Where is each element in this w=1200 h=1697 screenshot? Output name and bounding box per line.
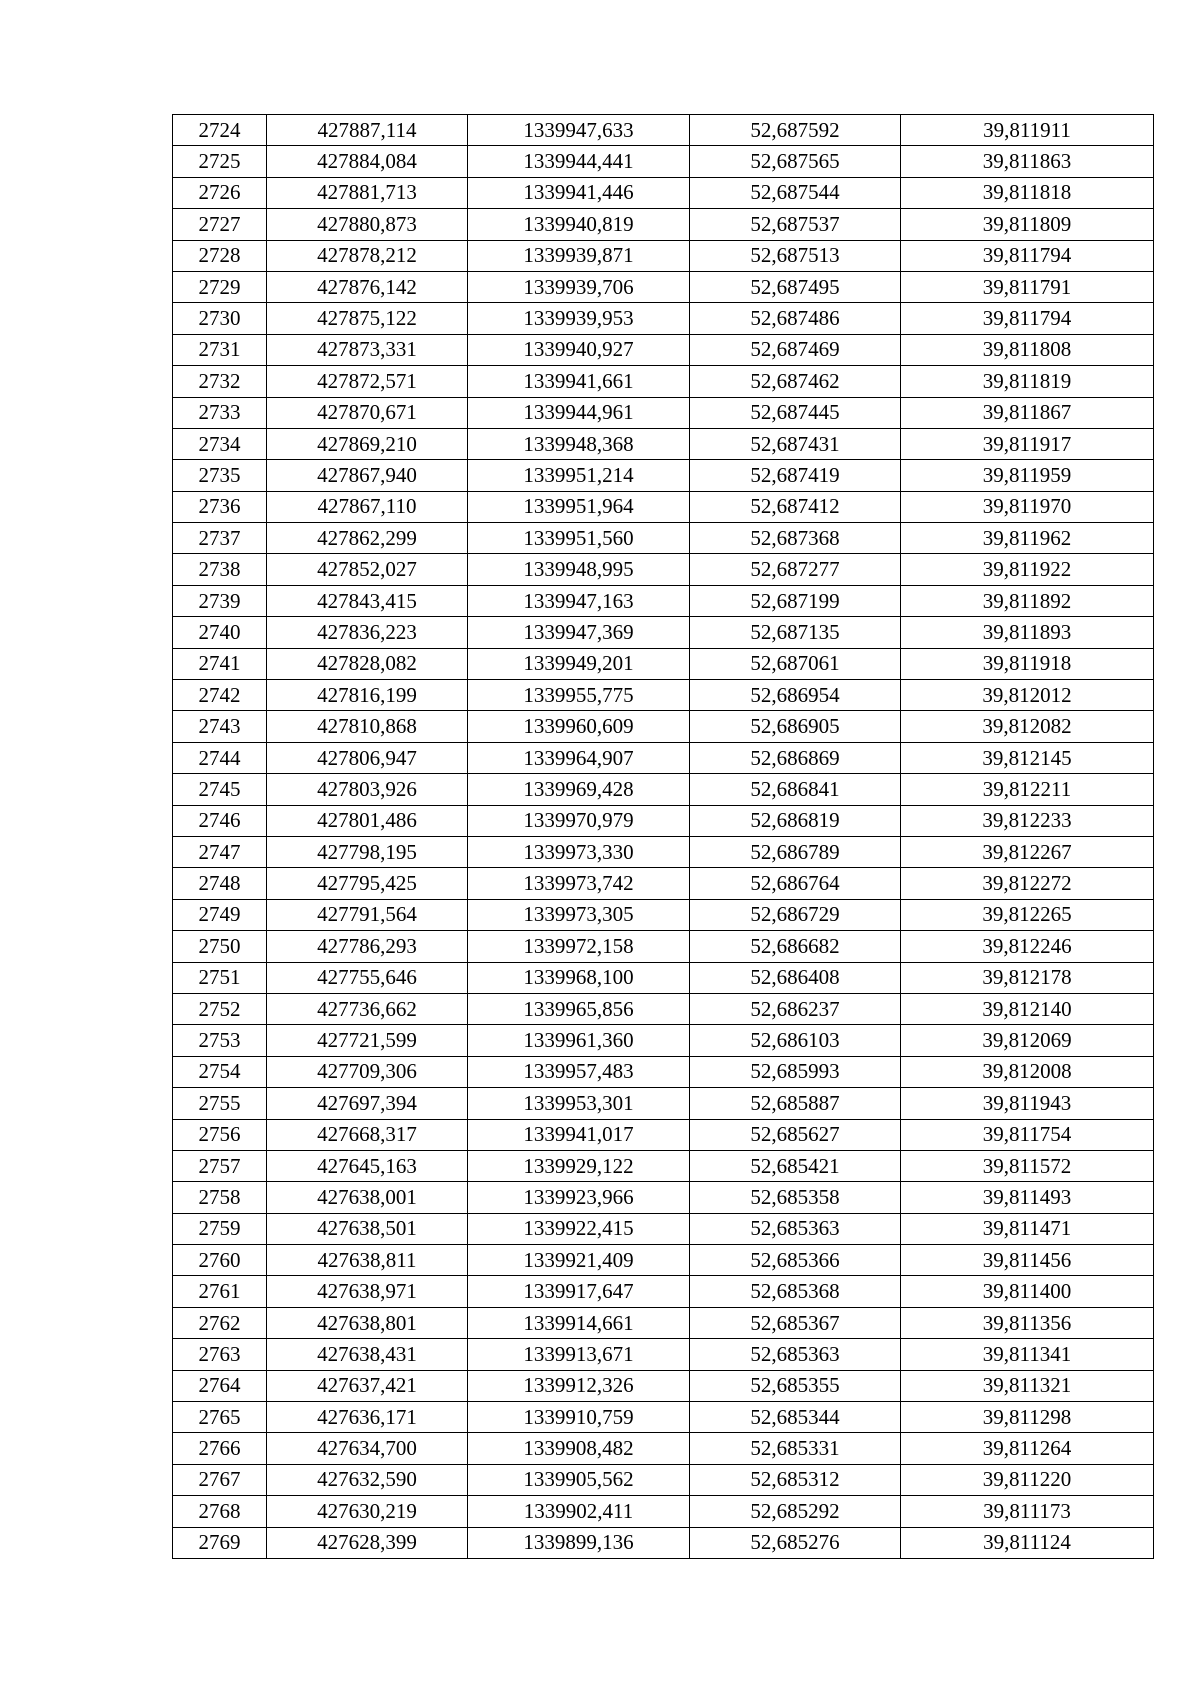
longitude-cell: 39,811321 <box>901 1370 1154 1401</box>
longitude-cell: 39,811892 <box>901 585 1154 616</box>
y-coordinate-cell: 1339964,907 <box>468 742 690 773</box>
x-coordinate-cell: 427881,713 <box>267 177 468 208</box>
longitude-cell: 39,811794 <box>901 303 1154 334</box>
x-coordinate-cell: 427806,947 <box>267 742 468 773</box>
longitude-cell: 39,811917 <box>901 428 1154 459</box>
coordinates-table-body <box>173 115 1154 1559</box>
longitude-cell: 39,811791 <box>901 271 1154 302</box>
table-row <box>173 617 1154 648</box>
table-row <box>173 177 1154 208</box>
point-number-cell: 2724 <box>173 115 267 146</box>
y-coordinate-cell: 1339902,411 <box>468 1496 690 1527</box>
longitude-cell: 39,812246 <box>901 931 1154 962</box>
x-coordinate-cell: 427843,415 <box>267 585 468 616</box>
y-coordinate-cell: 1339948,995 <box>468 554 690 585</box>
x-coordinate-cell: 427645,163 <box>267 1150 468 1181</box>
point-number-cell: 2731 <box>173 334 267 365</box>
latitude-cell: 52,686103 <box>690 1025 901 1056</box>
y-coordinate-cell: 1339941,661 <box>468 366 690 397</box>
point-number-cell: 2727 <box>173 209 267 240</box>
table-row <box>173 931 1154 962</box>
longitude-cell: 39,811356 <box>901 1307 1154 1338</box>
x-coordinate-cell: 427709,306 <box>267 1056 468 1087</box>
point-number-cell: 2759 <box>173 1213 267 1244</box>
table-row <box>173 1150 1154 1181</box>
table-row <box>173 1213 1154 1244</box>
point-number-cell: 2736 <box>173 491 267 522</box>
longitude-cell: 39,812008 <box>901 1056 1154 1087</box>
y-coordinate-cell: 1339947,633 <box>468 115 690 146</box>
longitude-cell: 39,811959 <box>901 460 1154 491</box>
table-row <box>173 460 1154 491</box>
table-row <box>173 1433 1154 1464</box>
latitude-cell: 52,687486 <box>690 303 901 334</box>
latitude-cell: 52,686819 <box>690 805 901 836</box>
point-number-cell: 2744 <box>173 742 267 773</box>
latitude-cell: 52,686408 <box>690 962 901 993</box>
table-row <box>173 146 1154 177</box>
latitude-cell: 52,687462 <box>690 366 901 397</box>
point-number-cell: 2762 <box>173 1307 267 1338</box>
longitude-cell: 39,811863 <box>901 146 1154 177</box>
y-coordinate-cell: 1339923,966 <box>468 1182 690 1213</box>
point-number-cell: 2751 <box>173 962 267 993</box>
y-coordinate-cell: 1339961,360 <box>468 1025 690 1056</box>
table-row <box>173 397 1154 428</box>
table-row <box>173 1339 1154 1370</box>
longitude-cell: 39,811818 <box>901 177 1154 208</box>
latitude-cell: 52,686682 <box>690 931 901 962</box>
longitude-cell: 39,811264 <box>901 1433 1154 1464</box>
latitude-cell: 52,685331 <box>690 1433 901 1464</box>
table-row <box>173 962 1154 993</box>
y-coordinate-cell: 1339939,953 <box>468 303 690 334</box>
x-coordinate-cell: 427637,421 <box>267 1370 468 1401</box>
point-number-cell: 2752 <box>173 993 267 1024</box>
point-number-cell: 2761 <box>173 1276 267 1307</box>
x-coordinate-cell: 427721,599 <box>267 1025 468 1056</box>
table-row <box>173 993 1154 1024</box>
y-coordinate-cell: 1339912,326 <box>468 1370 690 1401</box>
latitude-cell: 52,687537 <box>690 209 901 240</box>
point-number-cell: 2767 <box>173 1464 267 1495</box>
y-coordinate-cell: 1339910,759 <box>468 1402 690 1433</box>
y-coordinate-cell: 1339957,483 <box>468 1056 690 1087</box>
table-row <box>173 1464 1154 1495</box>
table-row <box>173 1370 1154 1401</box>
point-number-cell: 2768 <box>173 1496 267 1527</box>
y-coordinate-cell: 1339973,305 <box>468 899 690 930</box>
x-coordinate-cell: 427887,114 <box>267 115 468 146</box>
table-row <box>173 491 1154 522</box>
x-coordinate-cell: 427638,811 <box>267 1245 468 1276</box>
x-coordinate-cell: 427638,501 <box>267 1213 468 1244</box>
longitude-cell: 39,812178 <box>901 962 1154 993</box>
latitude-cell: 52,685367 <box>690 1307 901 1338</box>
x-coordinate-cell: 427828,082 <box>267 648 468 679</box>
table-row <box>173 428 1154 459</box>
latitude-cell: 52,685363 <box>690 1213 901 1244</box>
table-row <box>173 334 1154 365</box>
latitude-cell: 52,685312 <box>690 1464 901 1495</box>
x-coordinate-cell: 427638,971 <box>267 1276 468 1307</box>
point-number-cell: 2738 <box>173 554 267 585</box>
table-row <box>173 899 1154 930</box>
latitude-cell: 52,685292 <box>690 1496 901 1527</box>
longitude-cell: 39,811471 <box>901 1213 1154 1244</box>
point-number-cell: 2747 <box>173 836 267 867</box>
x-coordinate-cell: 427668,317 <box>267 1119 468 1150</box>
longitude-cell: 39,812145 <box>901 742 1154 773</box>
point-number-cell: 2746 <box>173 805 267 836</box>
point-number-cell: 2726 <box>173 177 267 208</box>
latitude-cell: 52,685627 <box>690 1119 901 1150</box>
x-coordinate-cell: 427880,873 <box>267 209 468 240</box>
table-row <box>173 1119 1154 1150</box>
y-coordinate-cell: 1339973,330 <box>468 836 690 867</box>
table-row <box>173 680 1154 711</box>
point-number-cell: 2742 <box>173 680 267 711</box>
point-number-cell: 2764 <box>173 1370 267 1401</box>
latitude-cell: 52,685366 <box>690 1245 901 1276</box>
longitude-cell: 39,811970 <box>901 491 1154 522</box>
latitude-cell: 52,687419 <box>690 460 901 491</box>
point-number-cell: 2743 <box>173 711 267 742</box>
table-row <box>173 1402 1154 1433</box>
y-coordinate-cell: 1339947,163 <box>468 585 690 616</box>
longitude-cell: 39,811124 <box>901 1527 1154 1558</box>
point-number-cell: 2757 <box>173 1150 267 1181</box>
y-coordinate-cell: 1339960,609 <box>468 711 690 742</box>
longitude-cell: 39,811918 <box>901 648 1154 679</box>
x-coordinate-cell: 427878,212 <box>267 240 468 271</box>
point-number-cell: 2733 <box>173 397 267 428</box>
point-number-cell: 2765 <box>173 1402 267 1433</box>
table-row <box>173 836 1154 867</box>
point-number-cell: 2737 <box>173 523 267 554</box>
longitude-cell: 39,811809 <box>901 209 1154 240</box>
latitude-cell: 52,685368 <box>690 1276 901 1307</box>
point-number-cell: 2739 <box>173 585 267 616</box>
y-coordinate-cell: 1339940,927 <box>468 334 690 365</box>
table-row <box>173 774 1154 805</box>
x-coordinate-cell: 427638,001 <box>267 1182 468 1213</box>
x-coordinate-cell: 427786,293 <box>267 931 468 962</box>
latitude-cell: 52,687368 <box>690 523 901 554</box>
longitude-cell: 39,811341 <box>901 1339 1154 1370</box>
point-number-cell: 2769 <box>173 1527 267 1558</box>
point-number-cell: 2766 <box>173 1433 267 1464</box>
x-coordinate-cell: 427884,084 <box>267 146 468 177</box>
y-coordinate-cell: 1339939,706 <box>468 271 690 302</box>
point-number-cell: 2735 <box>173 460 267 491</box>
x-coordinate-cell: 427791,564 <box>267 899 468 930</box>
coordinates-table <box>172 114 1154 1559</box>
x-coordinate-cell: 427636,171 <box>267 1402 468 1433</box>
latitude-cell: 52,687199 <box>690 585 901 616</box>
x-coordinate-cell: 427634,700 <box>267 1433 468 1464</box>
x-coordinate-cell: 427632,590 <box>267 1464 468 1495</box>
latitude-cell: 52,686789 <box>690 836 901 867</box>
latitude-cell: 52,687513 <box>690 240 901 271</box>
y-coordinate-cell: 1339968,100 <box>468 962 690 993</box>
y-coordinate-cell: 1339944,961 <box>468 397 690 428</box>
table-row <box>173 1182 1154 1213</box>
x-coordinate-cell: 427873,331 <box>267 334 468 365</box>
point-number-cell: 2755 <box>173 1088 267 1119</box>
y-coordinate-cell: 1339922,415 <box>468 1213 690 1244</box>
point-number-cell: 2730 <box>173 303 267 334</box>
longitude-cell: 39,811819 <box>901 366 1154 397</box>
table-row <box>173 648 1154 679</box>
longitude-cell: 39,811572 <box>901 1150 1154 1181</box>
y-coordinate-cell: 1339913,671 <box>468 1339 690 1370</box>
x-coordinate-cell: 427736,662 <box>267 993 468 1024</box>
longitude-cell: 39,811911 <box>901 115 1154 146</box>
longitude-cell: 39,812233 <box>901 805 1154 836</box>
latitude-cell: 52,687592 <box>690 115 901 146</box>
longitude-cell: 39,812211 <box>901 774 1154 805</box>
table-row <box>173 742 1154 773</box>
longitude-cell: 39,811456 <box>901 1245 1154 1276</box>
x-coordinate-cell: 427638,431 <box>267 1339 468 1370</box>
latitude-cell: 52,687431 <box>690 428 901 459</box>
x-coordinate-cell: 427852,027 <box>267 554 468 585</box>
y-coordinate-cell: 1339973,742 <box>468 868 690 899</box>
x-coordinate-cell: 427870,671 <box>267 397 468 428</box>
table-row <box>173 271 1154 302</box>
point-number-cell: 2749 <box>173 899 267 930</box>
y-coordinate-cell: 1339955,775 <box>468 680 690 711</box>
y-coordinate-cell: 1339948,368 <box>468 428 690 459</box>
x-coordinate-cell: 427697,394 <box>267 1088 468 1119</box>
latitude-cell: 52,685993 <box>690 1056 901 1087</box>
longitude-cell: 39,811754 <box>901 1119 1154 1150</box>
table-row <box>173 303 1154 334</box>
longitude-cell: 39,811298 <box>901 1402 1154 1433</box>
longitude-cell: 39,811173 <box>901 1496 1154 1527</box>
x-coordinate-cell: 427875,122 <box>267 303 468 334</box>
x-coordinate-cell: 427801,486 <box>267 805 468 836</box>
x-coordinate-cell: 427755,646 <box>267 962 468 993</box>
y-coordinate-cell: 1339929,122 <box>468 1150 690 1181</box>
latitude-cell: 52,687061 <box>690 648 901 679</box>
table-row <box>173 523 1154 554</box>
point-number-cell: 2725 <box>173 146 267 177</box>
table-row <box>173 1496 1154 1527</box>
y-coordinate-cell: 1339951,560 <box>468 523 690 554</box>
x-coordinate-cell: 427867,940 <box>267 460 468 491</box>
table-row <box>173 1088 1154 1119</box>
table-row <box>173 1276 1154 1307</box>
longitude-cell: 39,812272 <box>901 868 1154 899</box>
y-coordinate-cell: 1339905,562 <box>468 1464 690 1495</box>
longitude-cell: 39,812140 <box>901 993 1154 1024</box>
point-number-cell: 2756 <box>173 1119 267 1150</box>
latitude-cell: 52,685355 <box>690 1370 901 1401</box>
table-row <box>173 711 1154 742</box>
longitude-cell: 39,812265 <box>901 899 1154 930</box>
longitude-cell: 39,812069 <box>901 1025 1154 1056</box>
y-coordinate-cell: 1339940,819 <box>468 209 690 240</box>
latitude-cell: 52,687277 <box>690 554 901 585</box>
longitude-cell: 39,811943 <box>901 1088 1154 1119</box>
longitude-cell: 39,812012 <box>901 680 1154 711</box>
longitude-cell: 39,811400 <box>901 1276 1154 1307</box>
latitude-cell: 52,687412 <box>690 491 901 522</box>
latitude-cell: 52,687495 <box>690 271 901 302</box>
latitude-cell: 52,687135 <box>690 617 901 648</box>
y-coordinate-cell: 1339947,369 <box>468 617 690 648</box>
latitude-cell: 52,685363 <box>690 1339 901 1370</box>
x-coordinate-cell: 427798,195 <box>267 836 468 867</box>
table-row <box>173 209 1154 240</box>
point-number-cell: 2734 <box>173 428 267 459</box>
longitude-cell: 39,811867 <box>901 397 1154 428</box>
latitude-cell: 52,686954 <box>690 680 901 711</box>
table-row <box>173 1307 1154 1338</box>
x-coordinate-cell: 427795,425 <box>267 868 468 899</box>
latitude-cell: 52,686764 <box>690 868 901 899</box>
table-row <box>173 585 1154 616</box>
latitude-cell: 52,687544 <box>690 177 901 208</box>
x-coordinate-cell: 427638,801 <box>267 1307 468 1338</box>
point-number-cell: 2732 <box>173 366 267 397</box>
point-number-cell: 2741 <box>173 648 267 679</box>
y-coordinate-cell: 1339970,979 <box>468 805 690 836</box>
point-number-cell: 2750 <box>173 931 267 962</box>
table-row <box>173 240 1154 271</box>
longitude-cell: 39,811893 <box>901 617 1154 648</box>
point-number-cell: 2729 <box>173 271 267 302</box>
table-row <box>173 1025 1154 1056</box>
longitude-cell: 39,811493 <box>901 1182 1154 1213</box>
longitude-cell: 39,811922 <box>901 554 1154 585</box>
y-coordinate-cell: 1339939,871 <box>468 240 690 271</box>
point-number-cell: 2728 <box>173 240 267 271</box>
point-number-cell: 2758 <box>173 1182 267 1213</box>
x-coordinate-cell: 427836,223 <box>267 617 468 648</box>
latitude-cell: 52,685421 <box>690 1150 901 1181</box>
longitude-cell: 39,811220 <box>901 1464 1154 1495</box>
latitude-cell: 52,687469 <box>690 334 901 365</box>
y-coordinate-cell: 1339951,964 <box>468 491 690 522</box>
y-coordinate-cell: 1339941,017 <box>468 1119 690 1150</box>
table-row <box>173 115 1154 146</box>
y-coordinate-cell: 1339953,301 <box>468 1088 690 1119</box>
y-coordinate-cell: 1339914,661 <box>468 1307 690 1338</box>
x-coordinate-cell: 427810,868 <box>267 711 468 742</box>
table-row <box>173 1245 1154 1276</box>
latitude-cell: 52,687445 <box>690 397 901 428</box>
x-coordinate-cell: 427816,199 <box>267 680 468 711</box>
table-row <box>173 805 1154 836</box>
longitude-cell: 39,811962 <box>901 523 1154 554</box>
point-number-cell: 2760 <box>173 1245 267 1276</box>
x-coordinate-cell: 427872,571 <box>267 366 468 397</box>
point-number-cell: 2763 <box>173 1339 267 1370</box>
longitude-cell: 39,812082 <box>901 711 1154 742</box>
latitude-cell: 52,686237 <box>690 993 901 1024</box>
latitude-cell: 52,685358 <box>690 1182 901 1213</box>
x-coordinate-cell: 427867,110 <box>267 491 468 522</box>
latitude-cell: 52,687565 <box>690 146 901 177</box>
table-row <box>173 1056 1154 1087</box>
y-coordinate-cell: 1339917,647 <box>468 1276 690 1307</box>
y-coordinate-cell: 1339921,409 <box>468 1245 690 1276</box>
y-coordinate-cell: 1339899,136 <box>468 1527 690 1558</box>
table-row <box>173 1527 1154 1558</box>
point-number-cell: 2753 <box>173 1025 267 1056</box>
y-coordinate-cell: 1339949,201 <box>468 648 690 679</box>
point-number-cell: 2745 <box>173 774 267 805</box>
latitude-cell: 52,686729 <box>690 899 901 930</box>
y-coordinate-cell: 1339944,441 <box>468 146 690 177</box>
x-coordinate-cell: 427630,219 <box>267 1496 468 1527</box>
latitude-cell: 52,685276 <box>690 1527 901 1558</box>
y-coordinate-cell: 1339951,214 <box>468 460 690 491</box>
longitude-cell: 39,812267 <box>901 836 1154 867</box>
longitude-cell: 39,811808 <box>901 334 1154 365</box>
table-row <box>173 554 1154 585</box>
longitude-cell: 39,811794 <box>901 240 1154 271</box>
x-coordinate-cell: 427862,299 <box>267 523 468 554</box>
y-coordinate-cell: 1339969,428 <box>468 774 690 805</box>
y-coordinate-cell: 1339941,446 <box>468 177 690 208</box>
table-row <box>173 868 1154 899</box>
x-coordinate-cell: 427803,926 <box>267 774 468 805</box>
x-coordinate-cell: 427876,142 <box>267 271 468 302</box>
y-coordinate-cell: 1339972,158 <box>468 931 690 962</box>
point-number-cell: 2754 <box>173 1056 267 1087</box>
x-coordinate-cell: 427869,210 <box>267 428 468 459</box>
latitude-cell: 52,685344 <box>690 1402 901 1433</box>
y-coordinate-cell: 1339908,482 <box>468 1433 690 1464</box>
x-coordinate-cell: 427628,399 <box>267 1527 468 1558</box>
point-number-cell: 2748 <box>173 868 267 899</box>
latitude-cell: 52,686905 <box>690 711 901 742</box>
table-row <box>173 366 1154 397</box>
point-number-cell: 2740 <box>173 617 267 648</box>
y-coordinate-cell: 1339965,856 <box>468 993 690 1024</box>
latitude-cell: 52,685887 <box>690 1088 901 1119</box>
latitude-cell: 52,686869 <box>690 742 901 773</box>
latitude-cell: 52,686841 <box>690 774 901 805</box>
